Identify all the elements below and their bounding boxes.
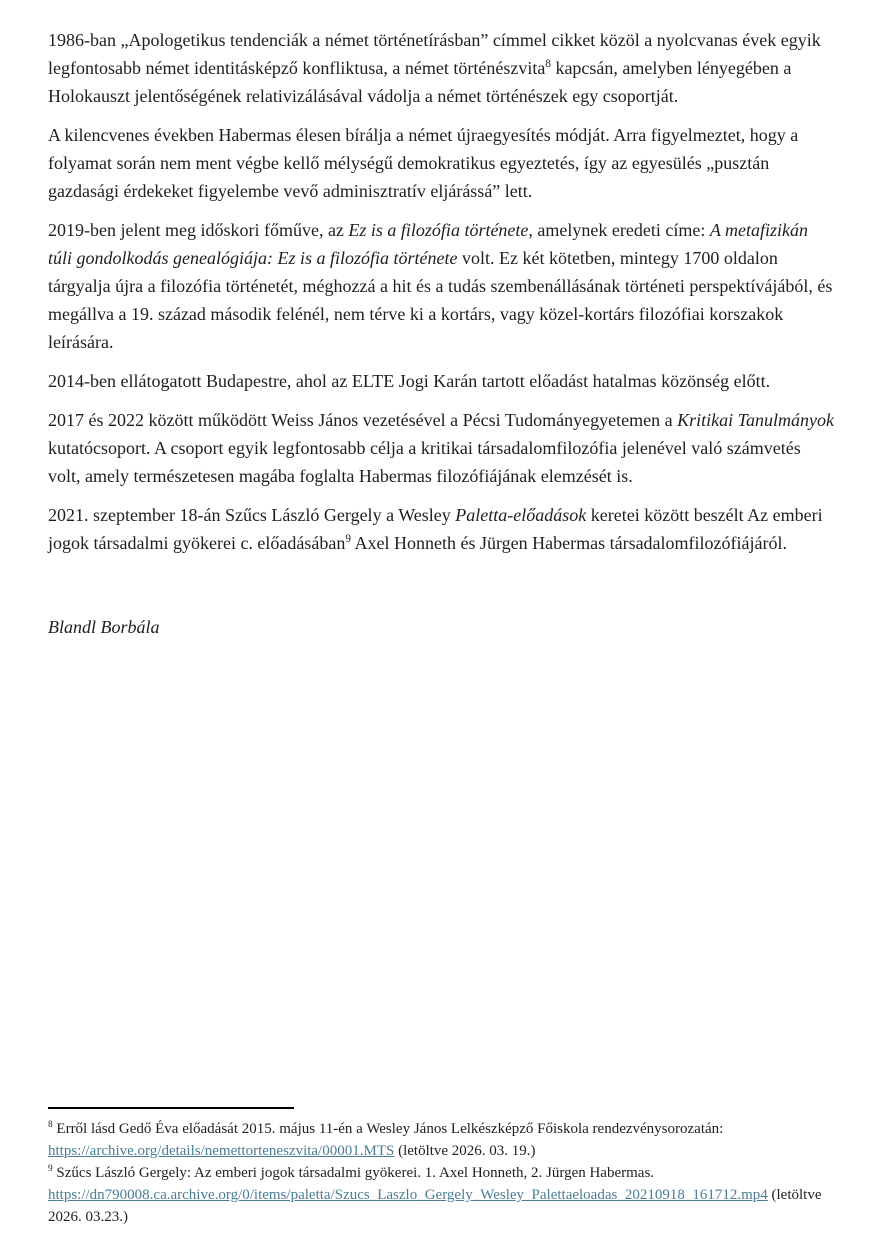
text-run: (letöltve 2026. 03.23.)	[48, 1187, 822, 1225]
document-body	[48, 26, 836, 641]
text-run: volt. Ez két kötetben, mintegy 1700 oldalon tárgyalja újra a filozófia történetét, méghozzá a hit és a tudás szembenállásának történeti perspektívájából, és megállva a 19. század második felénél, nem térve ki a kortárs, vagy közel-kortárs filozófiai korszakok leírására.	[48, 248, 833, 352]
paragraph	[48, 367, 836, 395]
text-run: kutatócsoport. A csoport egyik legfontosabb célja a kritikai társadalomfilozófia jelenével való számvetés volt, amely természetesen magába foglalta Habermas filozófiájának elemzését is.	[48, 438, 801, 486]
footnote	[48, 1118, 836, 1162]
footnotes-section	[48, 1107, 836, 1228]
footnotes-list	[48, 1118, 836, 1228]
footnote-reference: 9	[345, 533, 351, 545]
text-run: Axel Honneth és Jürgen Habermas társadalomfilozófiájáról.	[350, 533, 788, 553]
text-run: 2019-ben jelent meg időskori főműve, az	[48, 220, 349, 240]
paragraph	[48, 406, 836, 490]
footnote-separator	[48, 1107, 294, 1109]
text-run: Erről lásd Gedő Éva előadását 2015. május 11-én a Wesley János Lelkészképző Főiskola rendezvénysorozatán:	[52, 1121, 724, 1137]
text-run: Szűcs László Gergely: Az emberi jogok társadalmi gyökerei. 1. Axel Honneth, 2. Jürgen Habermas.	[52, 1165, 655, 1181]
footnote-link[interactable]: https://archive.org/details/nemettorteneszvita/00001.MTS	[48, 1143, 395, 1159]
paragraph	[48, 121, 836, 205]
text-run: A kilencvenes években Habermas élesen bírálja a német újraegyesítés módját. Arra figyelmeztet, hogy a folyamat során nem ment végbe kellő mélységű demokratikus egyeztetés, így az egyesülés „pusztán gazdasági érdekeket figyelembe vevő adminisztratív eljárássá” lett.	[48, 125, 799, 201]
text-run: 2014-ben ellátogatott Budapestre, ahol az ELTE Jogi Karán tartott előadást hatalmas közönség előtt.	[48, 371, 771, 391]
text-run-italic: Ez is a filozófia története,	[348, 220, 533, 240]
author-signature: Blandl Borbála	[48, 617, 160, 637]
text-run: amelynek eredeti címe:	[532, 220, 710, 240]
footnote-link[interactable]: https://dn790008.ca.archive.org/0/items/paletta/Szucs_Laszlo_Gergely_Wesley_Palettaeloadas_20210918_161712.mp4	[48, 1187, 768, 1203]
text-run-italic: Paletta-előadások	[455, 505, 587, 525]
text-run-italic: Kritikai Tanulmányok	[677, 410, 834, 430]
text-run: keretei között beszélt Az emberi jogok társadalmi gyökerei c. előadásában	[48, 505, 823, 553]
text-run-italic: A metafizikán túli gondolkodás genealógiája: Ez is a filozófia története	[48, 220, 808, 268]
paragraphs-container	[48, 26, 836, 557]
paragraph	[48, 501, 836, 557]
text-run: 1986-ban „Apologetikus tendenciák a német történetírásban” címmel cikket közöl a nyolcvanas évek egyik legfontosabb német identitásképző konfliktusa, a német történészvita	[48, 30, 821, 78]
paragraph	[48, 26, 836, 110]
text-run: 2017 és 2022 között működött Weiss János vezetésével a Pécsi Tudományegyetemen a	[48, 410, 678, 430]
text-run: 2021. szeptember 18-án Szűcs László Gergely a Wesley	[48, 505, 456, 525]
text-run: kapcsán, amelyben lényegében a Holokauszt jelentőségének relativizálásával vádolja a német történészek egy csoportját.	[48, 58, 792, 106]
footnote	[48, 1162, 836, 1228]
footnote-marker: 8	[48, 1120, 53, 1130]
paragraph	[48, 216, 836, 356]
text-run: (letöltve 2026. 03. 19.)	[394, 1143, 536, 1159]
footnote-reference: 8	[545, 58, 551, 70]
footnote-marker: 9	[48, 1164, 53, 1174]
